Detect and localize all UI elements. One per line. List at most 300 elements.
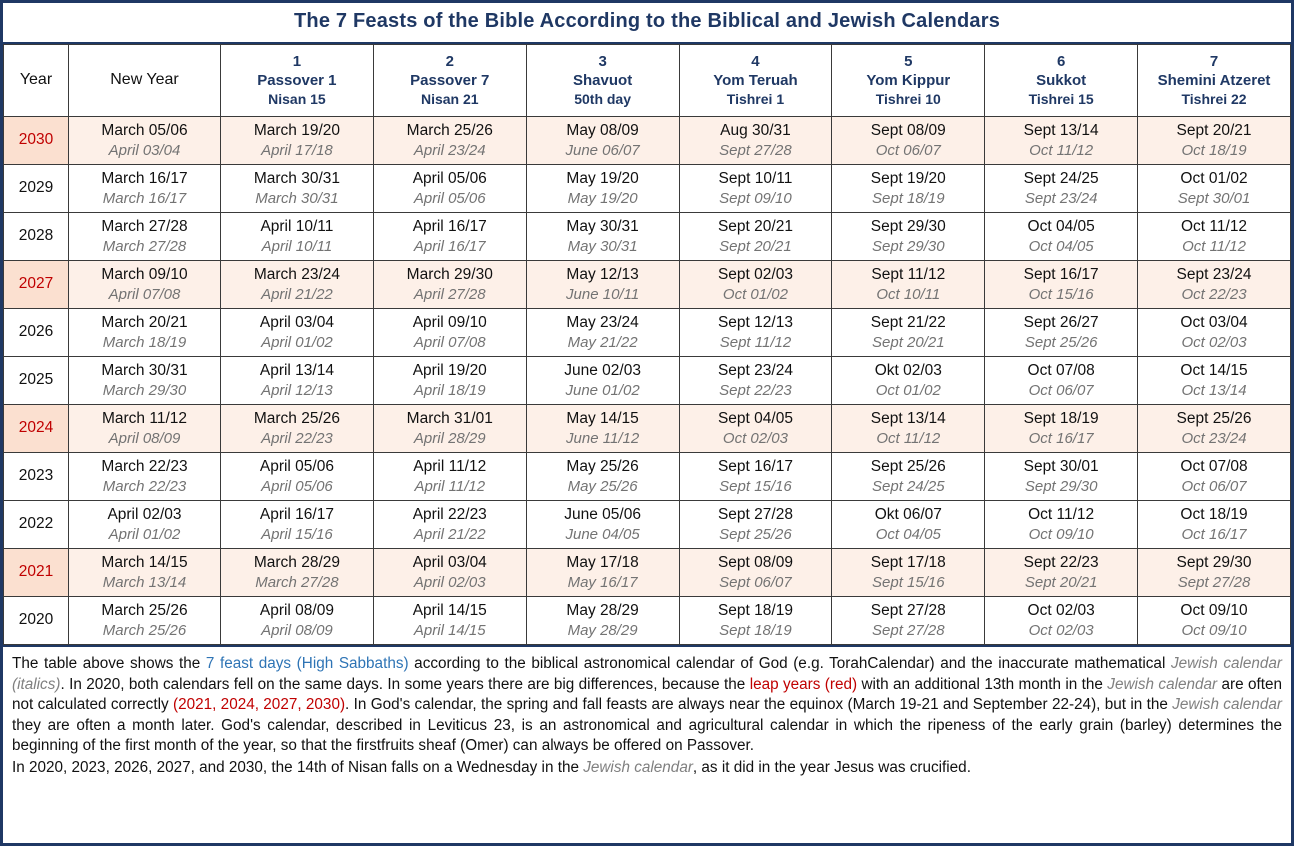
jewish-date: Sept 27/28 — [1177, 573, 1251, 591]
cell-feast-date — [221, 117, 374, 165]
cell-feast-date — [679, 357, 832, 405]
jewish-date: April 01/02 — [108, 525, 181, 543]
jewish-date: Sept 27/28 — [719, 141, 792, 159]
cell-feast-date — [985, 597, 1138, 645]
cell-year: 2027 — [4, 261, 69, 309]
biblical-date: April 09/10 — [412, 313, 487, 331]
jewish-date: May 19/20 — [567, 189, 638, 207]
cell-year: 2028 — [4, 213, 69, 261]
jewish-date: Sept 06/07 — [719, 573, 792, 591]
jewish-date: Oct 06/07 — [1181, 477, 1247, 495]
biblical-date: March 27/28 — [101, 217, 188, 235]
cell-feast-date — [832, 453, 985, 501]
biblical-date: Okt 06/07 — [874, 505, 942, 523]
table-row — [4, 165, 1291, 213]
note-1-leap-years: leap years (red) — [749, 675, 858, 693]
cell-feast-date — [832, 501, 985, 549]
biblical-date: May 25/26 — [566, 457, 639, 475]
jewish-date: Sept 18/19 — [872, 189, 945, 207]
cell-feast-date — [1138, 549, 1291, 597]
jewish-date: April 10/11 — [261, 237, 333, 255]
jewish-date: March 18/19 — [102, 333, 187, 351]
biblical-date: March 28/29 — [253, 553, 340, 571]
biblical-date: Sept 04/05 — [717, 409, 793, 427]
jewish-date: June 06/07 — [565, 141, 640, 159]
cell-new-year — [69, 357, 221, 405]
cell-feast-date — [526, 309, 679, 357]
jewish-date: Sept 29/30 — [872, 237, 945, 255]
jewish-date: Sept 15/16 — [872, 573, 945, 591]
biblical-date: Sept 23/24 — [717, 361, 793, 379]
page-title-bar — [3, 3, 1291, 44]
biblical-date: Sept 19/20 — [870, 169, 946, 187]
cell-feast-date — [221, 405, 374, 453]
cell-feast-date — [679, 213, 832, 261]
table-row — [4, 357, 1291, 405]
cell-feast-date — [832, 213, 985, 261]
jewish-date: Oct 18/19 — [1181, 141, 1247, 159]
cell-feast-date — [832, 165, 985, 213]
cell-feast-date — [679, 453, 832, 501]
jewish-date: Sept 20/21 — [1024, 573, 1098, 591]
biblical-date: Sept 30/01 — [1023, 457, 1099, 475]
cell-feast-date — [221, 261, 374, 309]
biblical-date: Sept 25/26 — [870, 457, 946, 475]
page-title: The 7 Feasts of the Bible According to the Biblical and Jewish Calendars — [293, 10, 1001, 32]
header-row — [4, 45, 1291, 117]
cell-feast-date — [985, 309, 1138, 357]
jewish-date: Oct 02/03 — [722, 429, 788, 447]
cell-feast-date — [1138, 453, 1291, 501]
biblical-date: April 22/23 — [412, 505, 487, 523]
jewish-date: Sept 25/26 — [1024, 333, 1098, 351]
table-row — [4, 453, 1291, 501]
biblical-date: Oct 11/12 — [1181, 217, 1248, 235]
cell-feast-date — [679, 309, 832, 357]
cell-year: 2029 — [4, 165, 69, 213]
jewish-date: March 22/23 — [102, 477, 187, 495]
jewish-date: May 30/31 — [567, 237, 638, 255]
jewish-date: Oct 16/17 — [1181, 525, 1247, 543]
note-1-text-c: . In 2020, both calendars fell on the same days. In some years there are big differences, because the — [60, 675, 750, 693]
cell-feast-date — [832, 309, 985, 357]
biblical-date: Sept 11/12 — [871, 265, 946, 283]
jewish-date: April 15/16 — [261, 525, 333, 543]
biblical-date: March 22/23 — [101, 457, 188, 475]
note-paragraph-1 — [12, 654, 1282, 757]
jewish-date: Sept 18/19 — [719, 621, 792, 639]
jewish-date: May 21/22 — [567, 333, 638, 351]
jewish-date: Oct 09/10 — [1181, 621, 1247, 639]
table-row — [4, 213, 1291, 261]
cell-year: 2025 — [4, 357, 69, 405]
biblical-date: March 19/20 — [253, 121, 340, 139]
biblical-date: Oct 07/08 — [1027, 361, 1095, 379]
biblical-date: Sept 18/19 — [1023, 409, 1099, 427]
biblical-date: Sept 27/28 — [717, 505, 793, 523]
cell-feast-date — [832, 549, 985, 597]
cell-new-year — [69, 309, 221, 357]
biblical-date: Sept 10/11 — [718, 169, 793, 187]
biblical-date: March 16/17 — [101, 169, 188, 187]
biblical-date: April 08/09 — [259, 601, 334, 619]
cell-feast-date — [985, 453, 1138, 501]
biblical-date: Oct 14/15 — [1180, 361, 1248, 379]
biblical-date: March 25/26 — [101, 601, 188, 619]
jewish-date: Oct 02/03 — [1181, 333, 1247, 351]
jewish-date: Sept 09/10 — [719, 189, 792, 207]
biblical-date: May 14/15 — [566, 409, 639, 427]
biblical-date: March 20/21 — [101, 313, 188, 331]
cell-feast-date — [985, 213, 1138, 261]
biblical-date: April 16/17 — [412, 217, 487, 235]
feasts-table — [3, 44, 1291, 645]
biblical-date: June 05/06 — [564, 505, 641, 523]
jewish-date: Oct 10/11 — [876, 285, 941, 303]
biblical-date: March 11/12 — [101, 409, 187, 427]
cell-feast-date — [221, 453, 374, 501]
cell-new-year — [69, 405, 221, 453]
biblical-date: Oct 18/19 — [1180, 505, 1248, 523]
cell-new-year — [69, 165, 221, 213]
biblical-date: Aug 30/31 — [720, 121, 791, 139]
biblical-date: May 08/09 — [566, 121, 639, 139]
cell-feast-date — [985, 261, 1138, 309]
biblical-date: Sept 22/23 — [1023, 553, 1099, 571]
biblical-date: Oct 09/10 — [1180, 601, 1248, 619]
column-header-shemini-atzeret: 7 Shemini Atzeret Tishrei 22 — [1138, 45, 1291, 117]
note-1-jewish-calendar-italics: Jewish calendar (italics) — [12, 655, 1282, 693]
cell-feast-date — [832, 405, 985, 453]
cell-feast-date — [373, 501, 526, 549]
biblical-date: Sept 25/26 — [1176, 409, 1252, 427]
column-header-new-year: New Year — [69, 45, 221, 117]
biblical-date: Okt 02/03 — [874, 361, 942, 379]
cell-feast-date — [679, 549, 832, 597]
cell-feast-date — [526, 501, 679, 549]
jewish-date: March 27/28 — [255, 573, 339, 591]
cell-feast-date — [679, 405, 832, 453]
jewish-date: April 01/02 — [261, 333, 333, 351]
cell-feast-date — [373, 357, 526, 405]
biblical-date: Sept 26/27 — [1023, 313, 1099, 331]
cell-feast-date — [221, 165, 374, 213]
column-header-yom-teruah: 4 Yom Teruah Tishrei 1 — [679, 45, 832, 117]
biblical-date: Sept 18/19 — [717, 601, 793, 619]
jewish-date: Oct 04/05 — [875, 525, 941, 543]
jewish-date: Sept 20/21 — [719, 237, 792, 255]
cell-year: 2020 — [4, 597, 69, 645]
cell-feast-date — [221, 597, 374, 645]
biblical-date: Sept 23/24 — [1176, 265, 1252, 283]
jewish-date: Oct 01/02 — [875, 381, 941, 399]
column-header-year: Year — [4, 45, 69, 117]
biblical-date: April 11/12 — [413, 457, 487, 475]
note-1-text-a: The table above shows the — [12, 655, 206, 672]
biblical-date: Sept 08/09 — [717, 553, 793, 571]
jewish-date: Oct 11/12 — [1029, 141, 1094, 159]
cell-feast-date — [221, 357, 374, 405]
cell-feast-date — [985, 405, 1138, 453]
cell-feast-date — [1138, 213, 1291, 261]
biblical-date: April 16/17 — [259, 505, 334, 523]
biblical-date: May 17/18 — [566, 553, 639, 571]
biblical-date: April 03/04 — [412, 553, 487, 571]
table-row — [4, 309, 1291, 357]
jewish-date: Sept 29/30 — [1024, 477, 1098, 495]
jewish-date: April 27/28 — [413, 285, 486, 303]
cell-feast-date — [526, 261, 679, 309]
cell-feast-date — [679, 501, 832, 549]
cell-feast-date — [679, 165, 832, 213]
jewish-date: Sept 23/24 — [1024, 189, 1098, 207]
biblical-date: April 03/04 — [259, 313, 334, 331]
cell-feast-date — [526, 453, 679, 501]
cell-new-year — [69, 213, 221, 261]
jewish-date: Oct 22/23 — [1181, 285, 1247, 303]
jewish-date: Sept 30/01 — [1177, 189, 1251, 207]
biblical-date: Sept 29/30 — [870, 217, 946, 235]
cell-feast-date — [1138, 261, 1291, 309]
biblical-date: Sept 13/14 — [1023, 121, 1099, 139]
biblical-date: May 30/31 — [566, 217, 639, 235]
jewish-date: April 22/23 — [261, 429, 333, 447]
cell-feast-date — [679, 261, 832, 309]
note-1-text-g: they are often a month later. God's calendar, described in Leviticus 23, is an astronomical and agricultural calendar in which the ripeness of the early grain (barley) determines the beginning of the first month of the year, so that the firstfruits sheaf (Omer) can always be offered on Passover. — [12, 716, 1282, 754]
jewish-date: Oct 11/12 — [1182, 237, 1246, 255]
jewish-date: Oct 13/14 — [1181, 381, 1247, 399]
biblical-date: Sept 29/30 — [1176, 553, 1252, 571]
jewish-date: Oct 11/12 — [876, 429, 941, 447]
jewish-date: March 30/31 — [255, 189, 339, 207]
note-1-text-e: are often not calculated correctly — [12, 675, 1283, 713]
cell-feast-date — [985, 549, 1138, 597]
cell-feast-date — [832, 597, 985, 645]
jewish-date: April 17/18 — [261, 141, 333, 159]
cell-feast-date — [526, 357, 679, 405]
biblical-date: March 30/31 — [253, 169, 340, 187]
biblical-date: April 05/06 — [412, 169, 487, 187]
jewish-date: May 28/29 — [567, 621, 638, 639]
jewish-date: May 25/26 — [567, 477, 638, 495]
jewish-date: April 23/24 — [413, 141, 486, 159]
jewish-date: Oct 02/03 — [1028, 621, 1094, 639]
biblical-date: April 10/11 — [260, 217, 334, 235]
table-row — [4, 549, 1291, 597]
jewish-date: March 16/17 — [102, 189, 187, 207]
jewish-date: April 02/03 — [413, 573, 486, 591]
biblical-date: March 25/26 — [253, 409, 340, 427]
jewish-date: June 10/11 — [566, 285, 640, 303]
cell-year: 2023 — [4, 453, 69, 501]
cell-feast-date — [526, 213, 679, 261]
jewish-date: April 11/12 — [414, 477, 486, 495]
jewish-date: Oct 06/07 — [875, 141, 941, 159]
biblical-date: May 19/20 — [566, 169, 639, 187]
jewish-date: March 29/30 — [102, 381, 187, 399]
cell-feast-date — [221, 549, 374, 597]
biblical-date: Oct 03/04 — [1180, 313, 1248, 331]
table-header — [4, 45, 1291, 117]
biblical-date: May 23/24 — [566, 313, 639, 331]
biblical-date: March 30/31 — [101, 361, 188, 379]
cell-feast-date — [373, 309, 526, 357]
note-paragraph-2 — [12, 758, 1282, 779]
table-row — [4, 597, 1291, 645]
cell-year: 2026 — [4, 309, 69, 357]
jewish-date: April 18/19 — [413, 381, 486, 399]
note-2-jewish-calendar: Jewish calendar — [583, 758, 693, 776]
cell-feast-date — [1138, 405, 1291, 453]
jewish-date: Oct 16/17 — [1028, 429, 1094, 447]
biblical-date: Sept 12/13 — [717, 313, 793, 331]
biblical-date: Sept 02/03 — [717, 265, 793, 283]
note-1-text-d: with an additional 13th month in the — [857, 675, 1108, 693]
cell-feast-date — [526, 549, 679, 597]
cell-new-year — [69, 117, 221, 165]
biblical-date: June 02/03 — [564, 361, 641, 379]
cell-feast-date — [373, 597, 526, 645]
note-2-text-a: In 2020, 2023, 2026, 2027, and 2030, the 14th of Nisan falls on a Wednesday in the — [12, 758, 584, 776]
biblical-date: Sept 13/14 — [870, 409, 946, 427]
jewish-date: Oct 06/07 — [1028, 381, 1094, 399]
cell-feast-date — [1138, 117, 1291, 165]
table-row — [4, 117, 1291, 165]
cell-feast-date — [221, 501, 374, 549]
cell-feast-date — [373, 549, 526, 597]
cell-feast-date — [221, 213, 374, 261]
jewish-date: April 05/06 — [413, 189, 486, 207]
jewish-date: June 01/02 — [565, 381, 640, 399]
cell-year: 2024 — [4, 405, 69, 453]
jewish-date: Sept 27/28 — [872, 621, 945, 639]
jewish-date: Oct 04/05 — [1028, 237, 1094, 255]
cell-feast-date — [832, 357, 985, 405]
jewish-date: April 08/09 — [108, 429, 181, 447]
cell-feast-date — [373, 165, 526, 213]
cell-year: 2021 — [4, 549, 69, 597]
biblical-date: Sept 16/17 — [717, 457, 793, 475]
jewish-date: Oct 15/16 — [1028, 285, 1094, 303]
biblical-date: May 28/29 — [566, 601, 639, 619]
biblical-date: March 23/24 — [253, 265, 340, 283]
jewish-date: March 13/14 — [102, 573, 187, 591]
cell-year: 2030 — [4, 117, 69, 165]
note-1-jewish-calendar-2: Jewish calendar — [1107, 675, 1218, 693]
biblical-date: Oct 01/02 — [1180, 169, 1248, 187]
biblical-date: April 19/20 — [412, 361, 487, 379]
cell-new-year — [69, 549, 221, 597]
biblical-date: April 05/06 — [259, 457, 334, 475]
cell-feast-date — [1138, 165, 1291, 213]
biblical-date: Sept 08/09 — [870, 121, 946, 139]
column-header-passover-1: 1 Passover 1 Nisan 15 — [221, 45, 374, 117]
cell-feast-date — [526, 597, 679, 645]
jewish-date: Sept 20/21 — [872, 333, 945, 351]
cell-feast-date — [373, 261, 526, 309]
cell-new-year — [69, 453, 221, 501]
jewish-date: April 12/13 — [261, 381, 333, 399]
column-header-yom-kippur: 5 Yom Kippur Tishrei 10 — [832, 45, 985, 117]
cell-feast-date — [985, 117, 1138, 165]
note-1-text-b: according to the biblical astronomical calendar of God (e.g. TorahCalendar) and the inaccurate mathematical — [408, 655, 1171, 672]
cell-feast-date — [985, 501, 1138, 549]
cell-feast-date — [373, 405, 526, 453]
jewish-date: Sept 11/12 — [719, 333, 792, 351]
cell-feast-date — [832, 261, 985, 309]
cell-feast-date — [373, 453, 526, 501]
cell-feast-date — [373, 213, 526, 261]
biblical-date: March 09/10 — [101, 265, 188, 283]
note-2-text-b: , as it did in the year Jesus was crucified. — [692, 758, 971, 776]
biblical-date: April 13/14 — [259, 361, 334, 379]
jewish-date: April 05/06 — [261, 477, 333, 495]
cell-feast-date — [1138, 597, 1291, 645]
cell-feast-date — [526, 165, 679, 213]
biblical-date: Sept 21/22 — [870, 313, 946, 331]
jewish-date: April 07/08 — [413, 333, 486, 351]
jewish-date: April 03/04 — [108, 141, 181, 159]
cell-feast-date — [679, 117, 832, 165]
jewish-date: April 28/29 — [413, 429, 486, 447]
jewish-date: April 16/17 — [413, 237, 486, 255]
jewish-date: Sept 15/16 — [719, 477, 792, 495]
cell-feast-date — [1138, 309, 1291, 357]
column-header-passover-7: 2 Passover 7 Nisan 21 — [373, 45, 526, 117]
table-row — [4, 501, 1291, 549]
cell-new-year — [69, 597, 221, 645]
jewish-date: May 16/17 — [567, 573, 638, 591]
jewish-date: March 25/26 — [102, 621, 187, 639]
jewish-date: March 27/28 — [102, 237, 187, 255]
biblical-date: Oct 04/05 — [1027, 217, 1095, 235]
table-body — [4, 117, 1291, 645]
cell-feast-date — [832, 117, 985, 165]
biblical-date: March 05/06 — [101, 121, 188, 139]
jewish-date: Oct 09/10 — [1028, 525, 1094, 543]
biblical-date: Sept 20/21 — [1176, 121, 1252, 139]
biblical-date: Oct 11/12 — [1028, 505, 1095, 523]
biblical-date: March 14/15 — [101, 553, 188, 571]
cell-feast-date — [985, 357, 1138, 405]
cell-year: 2022 — [4, 501, 69, 549]
biblical-date: March 25/26 — [406, 121, 493, 139]
jewish-date: Sept 25/26 — [719, 525, 792, 543]
table-row — [4, 261, 1291, 309]
jewish-date: Sept 24/25 — [872, 477, 945, 495]
cell-feast-date — [679, 597, 832, 645]
biblical-date: Sept 24/25 — [1023, 169, 1099, 187]
biblical-date: Sept 20/21 — [717, 217, 793, 235]
cell-feast-date — [221, 309, 374, 357]
cell-feast-date — [526, 117, 679, 165]
jewish-date: Oct 01/02 — [722, 285, 788, 303]
jewish-date: June 04/05 — [565, 525, 640, 543]
note-1-text-f: . In God's calendar, the spring and fall feasts are always near the equinox (March 19-21 and September 22-24), but in the — [345, 696, 1173, 713]
jewish-date: Sept 22/23 — [719, 381, 792, 399]
biblical-date: Sept 27/28 — [870, 601, 946, 619]
jewish-date: June 11/12 — [566, 429, 640, 447]
biblical-date: April 02/03 — [107, 505, 182, 523]
cell-feast-date — [373, 117, 526, 165]
note-1-feast-days: 7 feast days (High Sabbaths) — [205, 655, 409, 672]
jewish-date: April 07/08 — [108, 285, 181, 303]
note-1-jewish-calendar-3: Jewish calendar — [1172, 696, 1282, 713]
biblical-date: Sept 16/17 — [1023, 265, 1099, 283]
biblical-date: Oct 02/03 — [1027, 601, 1095, 619]
jewish-date: Oct 23/24 — [1181, 429, 1247, 447]
column-header-shavuot: 3 Shavuot 50th day — [526, 45, 679, 117]
